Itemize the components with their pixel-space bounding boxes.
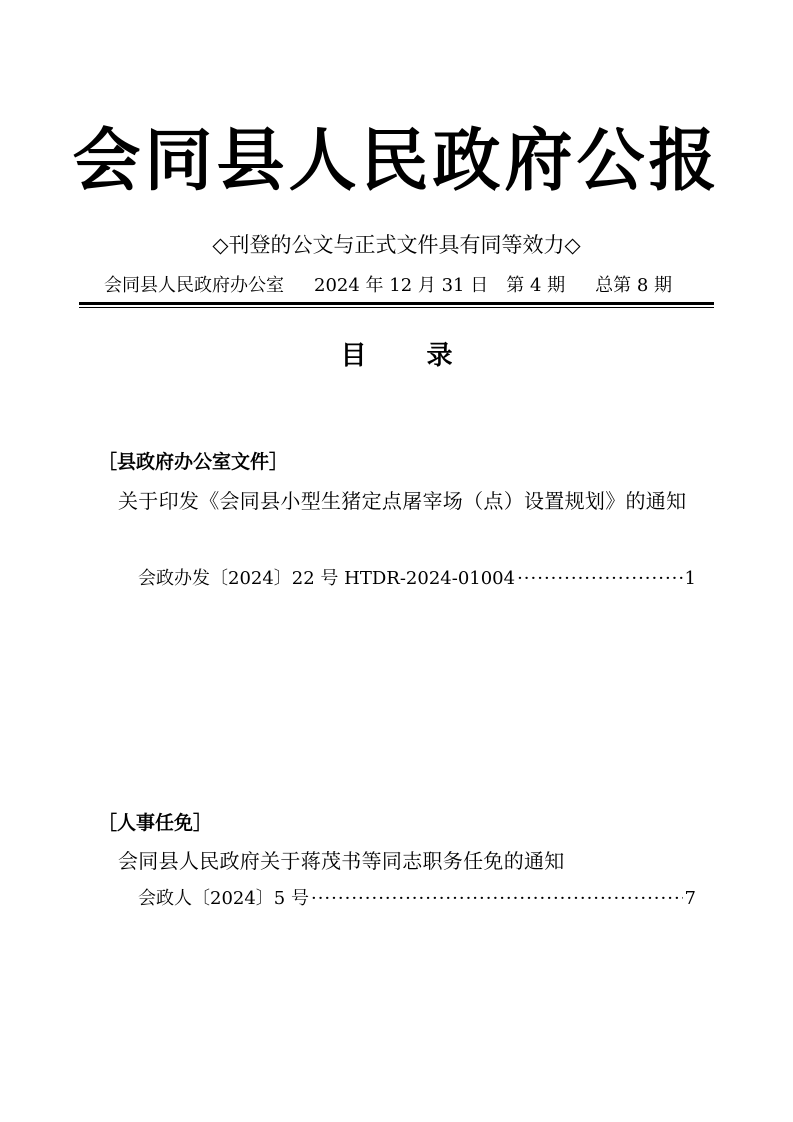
issue-date: 2024 年 12 月 31 日 <box>314 275 489 296</box>
toc-entry-doc-number: 会政办发〔2024〕22 号 HTDR-2024-01004 <box>138 568 516 589</box>
toc-entry-title[interactable]: 关于印发《会同县小型生猪定点屠宰场（点）设置规划》的通知 <box>118 489 687 513</box>
toc-entry-reference-line[interactable] <box>138 564 696 594</box>
masthead-rule-thick <box>79 302 714 305</box>
toc-leader-dots <box>311 884 683 914</box>
toc-section-heading: ［县政府办公室文件］ <box>98 451 289 473</box>
total-issue-number: 总第 8 期 <box>595 275 673 296</box>
masthead-rule-thin <box>79 307 714 308</box>
toc-section-heading: ［人事任免］ <box>98 812 213 834</box>
bulletin-masthead-title: 会同县人民政府公报 <box>72 121 721 201</box>
toc-entry-title[interactable]: 会同县人民政府关于蒋茂书等同志职务任免的通知 <box>118 849 565 873</box>
toc-entry-page-number: 1 <box>684 568 696 589</box>
toc-title: 目录 <box>340 341 513 371</box>
toc-entry-reference-line[interactable] <box>138 884 696 914</box>
toc-entry-page-number: 7 <box>684 888 696 909</box>
issue-number: 第 4 期 <box>506 275 566 296</box>
issue-info-line <box>104 272 704 300</box>
issuer-name: 会同县人民政府办公室 <box>104 275 284 296</box>
toc-entry-doc-number: 会政人〔2024〕5 号 <box>138 888 309 909</box>
bulletin-slogan: ◇刊登的公文与正式文件具有同等效力◇ <box>212 233 581 257</box>
toc-leader-dots <box>517 564 682 594</box>
